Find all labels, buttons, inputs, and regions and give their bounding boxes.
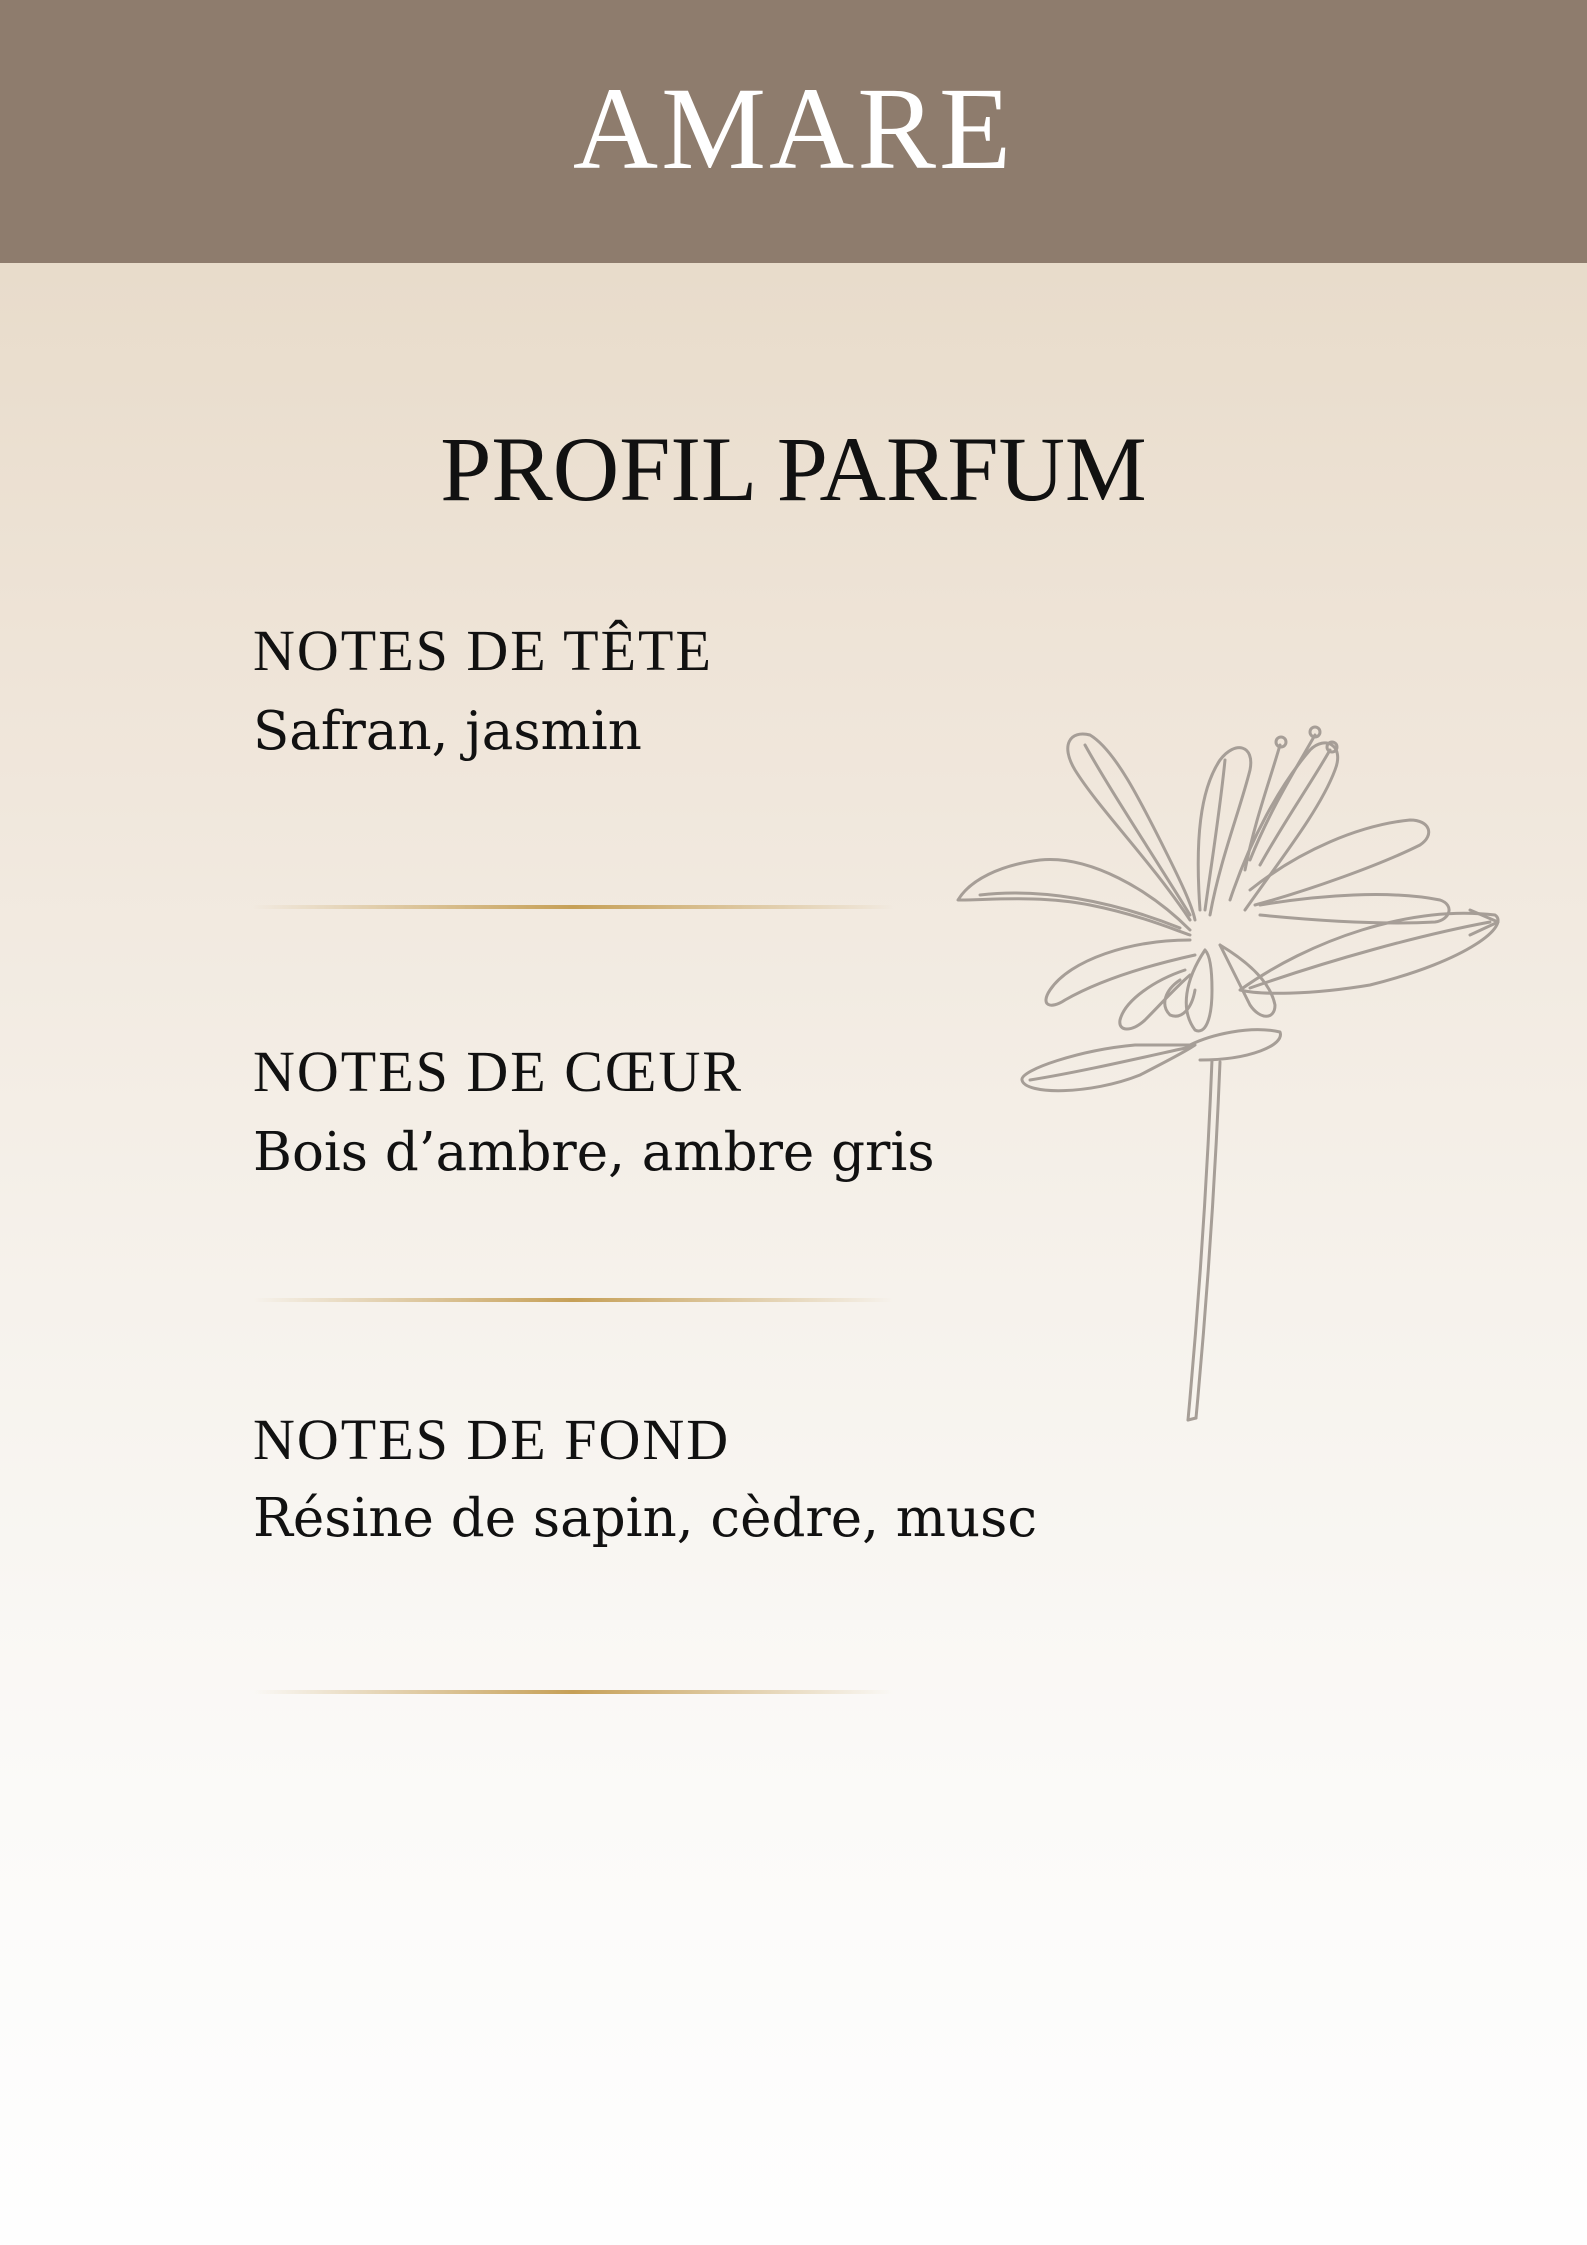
heart-notes-value: Bois d’ambre, ambre gris bbox=[253, 1122, 935, 1183]
base-notes-label: NOTES DE FOND bbox=[253, 1407, 731, 1472]
heart-notes-label: NOTES DE CŒUR bbox=[253, 1039, 744, 1104]
base-notes-value: Résine de sapin, cèdre, musc bbox=[253, 1488, 1038, 1549]
divider bbox=[253, 905, 893, 909]
page-title: PROFIL PARFUM bbox=[440, 418, 1147, 520]
brand-name: AMARE bbox=[572, 63, 1015, 194]
divider bbox=[253, 1298, 893, 1302]
divider bbox=[253, 1690, 893, 1694]
top-notes-value: Safran, jasmin bbox=[253, 701, 642, 762]
header-banner bbox=[0, 0, 1587, 263]
lily-flower-icon bbox=[950, 690, 1520, 1430]
top-notes-label: NOTES DE TÊTE bbox=[253, 618, 713, 683]
